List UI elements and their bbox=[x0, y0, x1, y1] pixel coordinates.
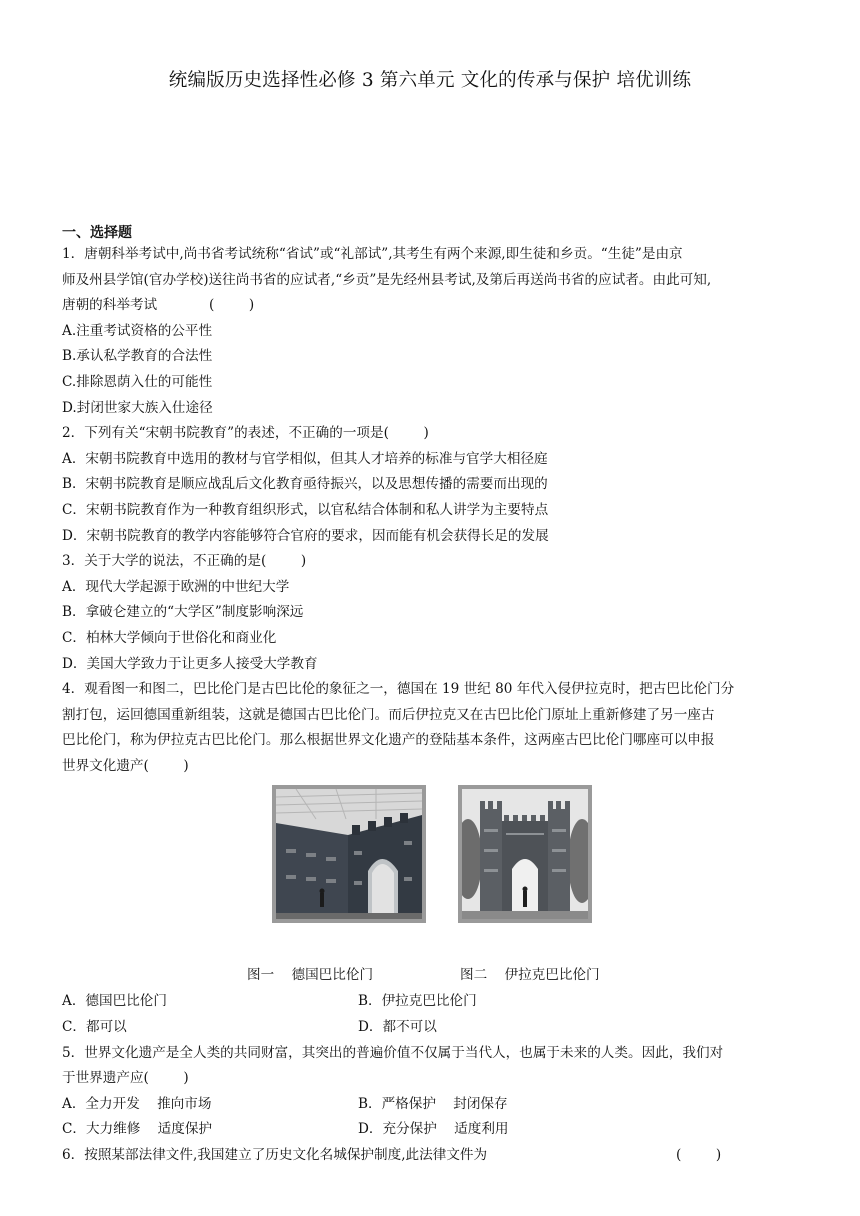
option-row bbox=[62, 1092, 800, 1118]
option-row bbox=[62, 1015, 800, 1041]
figure-caption-row bbox=[62, 963, 800, 989]
question-5 bbox=[62, 1041, 800, 1143]
question-1-line: 唐朝的科举考试 ( ) bbox=[62, 297, 255, 314]
question-1-line: 1．唐朝科举考试中,尚书省考试统称“省试”或“礼部试”,其考生有两个来源,即生徒和乡贡。“生徒”是由京 bbox=[62, 246, 683, 262]
option-c: C．大力维修 适度保护 bbox=[62, 1121, 213, 1138]
figure-1-photo bbox=[272, 785, 426, 923]
option-b: B．严格保护 封闭保存 bbox=[358, 1095, 508, 1112]
figure-2-photo bbox=[458, 785, 592, 923]
option-b: B．伊拉克巴比伦门 bbox=[358, 993, 477, 1010]
option-a: A．现代大学起源于欧洲的中世纪大学 bbox=[62, 578, 290, 595]
option-a: A．德国巴比伦门 bbox=[62, 993, 167, 1010]
question-3 bbox=[62, 549, 800, 677]
page-title: 统编版历史选择性必修 3 第六单元 文化的传承与保护 培优训练 bbox=[168, 70, 692, 91]
question-5-line: 5．世界文化遗产是全人类的共同财富，其突出的普遍价值不仅属于当代人，也属于未来的人类。因此，我们对 bbox=[62, 1044, 724, 1061]
option-c: C.排除恩荫入仕的可能性 bbox=[62, 373, 213, 390]
option-d: D.封闭世家大族入仕途径 bbox=[62, 399, 213, 416]
question-6-stem: 6．按照某部法律文件,我国建立了历史文化名城保护制度,此法律文件为 bbox=[62, 1147, 488, 1164]
question-5-line: 于世界遗产应( ) bbox=[62, 1070, 189, 1087]
question-6 bbox=[62, 1143, 800, 1169]
figure-2-caption: 图二 伊拉克巴比伦门 bbox=[460, 967, 600, 984]
option-row bbox=[62, 1117, 800, 1143]
question-2 bbox=[62, 421, 800, 549]
figure-1-caption: 图一 德国巴比伦门 bbox=[247, 967, 374, 984]
question-4-line: 4．观看图一和图二，巴比伦门是古巴比伦的象征之一，德国在 19 世纪 80 年代入侵伊拉克时，把古巴比伦门分 bbox=[62, 681, 735, 698]
option-d: D．宋朝书院教育的教学内容能够符合官府的要求，因而能有机会获得长足的发展 bbox=[62, 527, 549, 544]
option-c: C．都可以 bbox=[62, 1019, 127, 1036]
question-2-stem: 2．下列有关“宋朝书院教育”的表述，不正确的一项是( ) bbox=[62, 425, 429, 442]
option-a: A．全力开发 推向市场 bbox=[62, 1095, 212, 1112]
figure-row bbox=[62, 785, 800, 963]
option-a: A.注重考试资格的公平性 bbox=[62, 322, 213, 339]
option-d: D．美国大学致力于让更多人接受大学教育 bbox=[62, 655, 318, 672]
option-b: B．拿破仑建立的“大学区”制度影响深远 bbox=[62, 604, 304, 621]
answer-paren: ( ) bbox=[676, 1147, 722, 1164]
option-d: D．都不可以 bbox=[358, 1019, 437, 1036]
option-b: B．宋朝书院教育是顺应战乱后文化教育亟待振兴，以及思想传播的需要而出现的 bbox=[62, 476, 548, 493]
question-4-line: 巴比伦门，称为伊拉克古巴比伦门。那么根据世界文化遗产的登陆基本条件，这两座古巴比伦门哪座可以申报 bbox=[62, 732, 715, 749]
option-d: D．充分保护 适度利用 bbox=[358, 1121, 509, 1138]
question-4-line: 世界文化遗产( ) bbox=[62, 757, 189, 774]
question-1-line: 师及州县学馆(官办学校)送往尚书省的应试者,“乡贡”是先经州县考试,及第后再送尚书省的应试者。由此可知, bbox=[62, 271, 712, 288]
question-list bbox=[62, 242, 800, 1169]
option-row bbox=[62, 989, 800, 1015]
option-a: A．宋朝书院教育中选用的教材与官学相似，但其人才培养的标准与官学大相径庭 bbox=[62, 450, 548, 467]
option-c: C．柏林大学倾向于世俗化和商业化 bbox=[62, 629, 277, 646]
option-b: B.承认私学教育的合法性 bbox=[62, 348, 213, 365]
option-c: C．宋朝书院教育作为一种教育组织形式，以官私结合体制和私人讲学为主要特点 bbox=[62, 501, 549, 518]
section-heading: 一、选择题 bbox=[62, 225, 132, 241]
question-4 bbox=[62, 677, 800, 1041]
question-1 bbox=[62, 242, 800, 421]
question-3-stem: 3．关于大学的说法，不正确的是( ) bbox=[62, 553, 307, 570]
question-4-line: 割打包，运回德国重新组装，这就是德国古巴比伦门。而后伊拉克又在古巴比伦门原址上重新修建了另一座古 bbox=[62, 706, 715, 723]
